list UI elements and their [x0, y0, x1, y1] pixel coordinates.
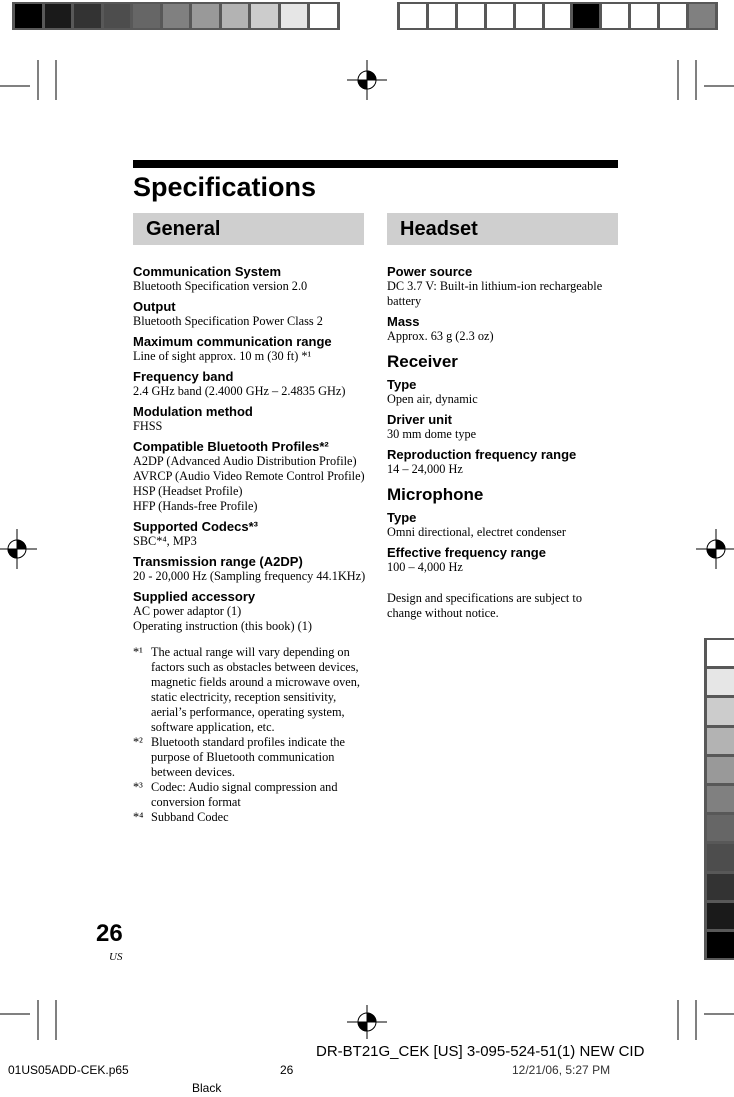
- spec-value: Approx. 63 g (2.3 oz): [387, 329, 494, 343]
- spec-value: DC 3.7 V: Built-in lithium-ion rechargeable battery: [387, 279, 603, 308]
- spec-label: Communication System: [133, 264, 282, 279]
- footer-date: 12/21/06, 5:27 PM: [512, 1063, 611, 1077]
- spec-label: Reproduction frequency range: [387, 447, 577, 462]
- index-tab: [707, 932, 734, 958]
- index-tab: [707, 728, 734, 754]
- spec-value: Bluetooth Specification version 2.0: [133, 279, 308, 293]
- footnote-mark: *²: [133, 735, 143, 749]
- headset-specs: [387, 264, 623, 621]
- footer-doc-id: DR-BT21G_CEK [US] 3-095-524-51(1) NEW CID: [316, 1043, 645, 1060]
- footnote: [133, 735, 369, 780]
- spec-label: Power source: [387, 264, 473, 279]
- page-title: Specifications: [133, 172, 317, 202]
- registration-mark-icon: [347, 60, 387, 100]
- receiver-heading: Receiver: [387, 352, 458, 371]
- index-tab: [707, 698, 734, 724]
- spec-value: Line of sight approx. 10 m (30 ft) *¹: [133, 349, 312, 363]
- spec-label: Frequency band: [133, 369, 234, 384]
- spec-value: 100 – 4,000 Hz: [387, 560, 463, 574]
- spec-label: Mass: [387, 314, 420, 329]
- footnote: [133, 810, 369, 825]
- footnote-text: Bluetooth standard profiles indicate the purpose of Bluetooth communication between devices.: [151, 735, 345, 779]
- footnote: [133, 645, 369, 735]
- spec-notice: Design and specifications are subject to change without notice.: [387, 591, 582, 620]
- section-index-tabs: [704, 638, 734, 960]
- index-tab: [707, 669, 734, 695]
- footer-file: 01US05ADD-CEK.p65: [8, 1063, 129, 1077]
- general-section-header: General: [133, 213, 364, 245]
- index-tab: [707, 640, 734, 666]
- footnote-mark: *¹: [133, 645, 143, 659]
- footer-plate: Black: [192, 1081, 222, 1095]
- headset-section-header: Headset: [387, 213, 618, 245]
- footnotes: [133, 645, 369, 825]
- index-tab: [707, 874, 734, 900]
- spec-value: Bluetooth Specification Power Class 2: [133, 314, 323, 328]
- spec-value: Operating instruction (this book) (1): [133, 619, 312, 633]
- footer-page: 26: [280, 1063, 294, 1077]
- spec-label: Supplied accessory: [133, 589, 256, 604]
- spec-label: Supported Codecs*³: [133, 519, 258, 534]
- spec-label: Type: [387, 377, 417, 392]
- spec-label: Effective frequency range: [387, 545, 546, 560]
- spec-label: Compatible Bluetooth Profiles*²: [133, 439, 329, 454]
- spec-label: Maximum communication range: [133, 334, 332, 349]
- spec-label: Modulation method: [133, 404, 253, 419]
- general-specs: [133, 264, 369, 825]
- spec-value: 14 – 24,000 Hz: [387, 462, 463, 476]
- spec-value: SBC*⁴, MP3: [133, 534, 197, 548]
- spec-value: Open air, dynamic: [387, 392, 478, 406]
- footnote-mark: *⁴: [133, 810, 144, 824]
- spec-label: Output: [133, 299, 176, 314]
- index-tab: [707, 786, 734, 812]
- registration-mark-icon: [696, 529, 734, 569]
- spec-value: AC power adaptor (1): [133, 604, 242, 618]
- footnote-text: Subband Codec: [151, 810, 229, 824]
- index-tab: [707, 815, 734, 841]
- microphone-heading: Microphone: [387, 485, 484, 504]
- footnote-text: The actual range will vary depending on factors such as obstacles between devices, magnetic fields around a microwave oven, static electricity, reception sensitivity, aerial’s performance, operating system, software application, etc.: [151, 645, 360, 734]
- spec-value: HSP (Headset Profile): [133, 484, 243, 498]
- spec-value: Omni directional, electret condenser: [387, 525, 566, 539]
- spec-label: Driver unit: [387, 412, 453, 427]
- spec-value: HFP (Hands-free Profile): [133, 499, 258, 513]
- registration-mark-icon: [347, 1005, 387, 1039]
- spec-value: 30 mm dome type: [387, 427, 477, 441]
- spec-label: Transmission range (A2DP): [133, 554, 303, 569]
- spec-value: 2.4 GHz band (2.4000 GHz – 2.4835 GHz): [133, 384, 346, 398]
- page-region: US: [109, 951, 123, 963]
- index-tab: [707, 844, 734, 870]
- page-number: 26: [96, 920, 123, 947]
- spec-value: 20 - 20,000 Hz (Sampling frequency 44.1KHz): [133, 569, 366, 583]
- spec-label: Type: [387, 510, 417, 525]
- spec-value: FHSS: [133, 419, 163, 433]
- spec-value: A2DP (Advanced Audio Distribution Profile): [133, 454, 357, 468]
- index-tab: [707, 903, 734, 929]
- title-rule: [133, 160, 618, 168]
- footnote-text: Codec: Audio signal compression and conversion format: [151, 780, 338, 809]
- footnote: [133, 780, 369, 810]
- registration-mark-icon: [0, 529, 37, 569]
- index-tab: [707, 757, 734, 783]
- footnote-mark: *³: [133, 780, 143, 794]
- spec-value: AVRCP (Audio Video Remote Control Profile): [133, 469, 365, 483]
